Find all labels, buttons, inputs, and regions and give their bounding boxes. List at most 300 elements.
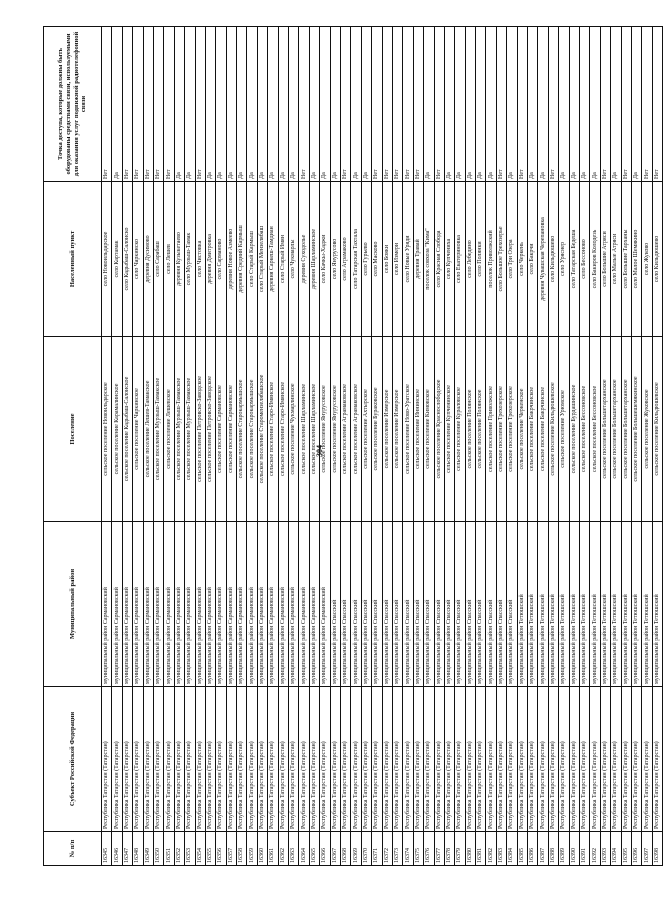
row-subject: Республика Татарстан (Татарстан) [133, 687, 143, 832]
row-district: муниципальный район Спасский [382, 522, 392, 687]
row-access-point: Да [309, 27, 319, 182]
row-access-point: Да [330, 27, 340, 182]
header-number: № п/п [44, 832, 102, 866]
row-access-point: Да [507, 27, 517, 182]
table-row [507, 27, 517, 866]
row-locality: село Малые Атряси [611, 182, 621, 337]
row-settlement: сельское поселение Полянское [465, 337, 475, 522]
row-subject: Республика Татарстан (Татарстан) [413, 687, 423, 832]
row-number: 16373 [392, 832, 402, 866]
row-number: 16367 [330, 832, 340, 866]
row-number: 16362 [278, 832, 288, 866]
row-district: муниципальный район Сармановский [185, 522, 195, 687]
table-row [143, 27, 153, 866]
row-settlement: сельское поселение Янурусовское [330, 337, 340, 522]
row-access-point: Нет [621, 27, 631, 182]
table-row [361, 27, 371, 866]
row-settlement: сельское поселение Трехозерское [496, 337, 506, 522]
row-locality: село Масково [372, 182, 382, 337]
row-access-point: Да [361, 27, 371, 182]
row-settlement: сельское поселение Шарламинское [299, 337, 309, 522]
row-number: 16369 [351, 832, 361, 866]
row-district: муниципальный район Спасский [496, 522, 506, 687]
row-locality: поселок совхоза "Кима" [424, 182, 434, 337]
row-number: 16364 [299, 832, 309, 866]
row-access-point: Да [569, 27, 579, 182]
table-row [268, 27, 278, 866]
table-row [102, 27, 112, 866]
row-number: 16378 [444, 832, 454, 866]
row-subject: Республика Татарстан (Татарстан) [569, 687, 579, 832]
row-locality: село Лешев [164, 182, 174, 337]
row-district: муниципальный район Сармановский [289, 522, 299, 687]
row-district: муниципальный район Тетюшский [652, 522, 662, 687]
header-subject: Субъект Российской Федерации [44, 687, 102, 832]
row-number: 16389 [559, 832, 569, 866]
row-settlement: сельское поселение Кильдюшевское [548, 337, 558, 522]
table-row [621, 27, 631, 866]
row-number: 16394 [611, 832, 621, 866]
table-row [579, 27, 589, 866]
row-number: 16363 [289, 832, 299, 866]
row-district: муниципальный район Спасский [330, 522, 340, 687]
row-subject: Республика Татарстан (Татарстан) [257, 687, 267, 832]
table-row [340, 27, 350, 866]
row-subject: Республика Татарстан (Татарстан) [289, 687, 299, 832]
row-district: муниципальный район Спасский [413, 522, 423, 687]
table-row [434, 27, 444, 866]
row-locality: село Жуково [642, 182, 652, 337]
row-subject: Республика Татарстан (Татарстан) [102, 687, 112, 832]
row-settlement: сельское поселение Старо-Имянское [278, 337, 288, 522]
row-access-point: Да [289, 27, 299, 182]
row-access-point: Нет [143, 27, 153, 182]
row-locality: село Новые Уряди [403, 182, 413, 337]
row-settlement: сельское поселение Аграмаковское [351, 337, 361, 522]
table-row [590, 27, 600, 866]
row-number: 16377 [434, 832, 444, 866]
row-locality: деревня Шарламинское [309, 182, 319, 337]
row-locality: деревня Травай [413, 182, 423, 337]
row-subject: Республика Татарстан (Татарстан) [309, 687, 319, 832]
row-settlement: сельское поселение Большетарханское [600, 337, 610, 522]
row-access-point: Нет [102, 27, 112, 182]
row-settlement: сельское поселение Купченинское [444, 337, 454, 522]
row-locality: село Кильдюшево [548, 182, 558, 337]
table-row [164, 27, 174, 866]
row-subject: Республика Татарстан (Татарстан) [444, 687, 454, 832]
row-locality: село Полянки [476, 182, 486, 337]
table-header-row [44, 27, 102, 866]
row-district: муниципальный район Сармановский [112, 522, 122, 687]
row-subject: Республика Татарстан (Татарстан) [424, 687, 434, 832]
row-number: 16398 [652, 832, 662, 866]
row-district: муниципальный район Спасский [372, 522, 382, 687]
table-row [652, 27, 662, 866]
row-settlement: сельское поселение Шарламинское [309, 337, 319, 522]
row-locality: село Лебедино [465, 182, 475, 337]
row-subject: Республика Татарстан (Татарстан) [205, 687, 215, 832]
row-number: 16397 [642, 832, 652, 866]
table-row [153, 27, 163, 866]
row-number: 16358 [237, 832, 247, 866]
row-locality: село Новоильдарское [102, 182, 112, 337]
row-access-point: Нет [434, 27, 444, 182]
row-access-point: Да [579, 27, 589, 182]
table-row [299, 27, 309, 866]
row-access-point: Нет [652, 27, 662, 182]
row-district: муниципальный район Тетюшский [621, 522, 631, 687]
row-subject: Республика Татарстан (Татарстан) [517, 687, 527, 832]
row-locality: село Качкы-Хаджи [320, 182, 330, 337]
row-subject: Республика Татарстан (Татарстан) [226, 687, 236, 832]
table-body [102, 27, 663, 866]
row-access-point: Да [216, 27, 226, 182]
row-settlement: сельское поселение Измерское [392, 337, 402, 522]
row-district: муниципальный район Тетюшский [611, 522, 621, 687]
row-access-point: Да [174, 27, 184, 182]
table-row [257, 27, 267, 866]
table-row [392, 27, 402, 866]
row-number: 16360 [257, 832, 267, 866]
row-locality: село Чаркинско [133, 182, 143, 337]
row-access-point: Нет [392, 27, 402, 182]
row-number: 16365 [309, 832, 319, 866]
row-district: муниципальный район Тетюшский [642, 522, 652, 687]
row-locality: село Старый Кармыш [247, 182, 257, 337]
row-locality: село Чукмарлы [289, 182, 299, 337]
row-subject: Республика Татарстан (Татарстан) [392, 687, 402, 832]
row-subject: Республика Татарстан (Татарстан) [330, 687, 340, 832]
row-subject: Республика Татарстан (Татарстан) [361, 687, 371, 832]
row-number: 16390 [569, 832, 579, 866]
row-locality: деревня Дмитровка [205, 182, 215, 337]
row-locality: село Купчениха [444, 182, 454, 337]
row-locality: село Янурусово [330, 182, 340, 337]
row-number: 16393 [600, 832, 610, 866]
row-locality: село Уряснер [559, 182, 569, 337]
row-district: муниципальный район Спасский [465, 522, 475, 687]
row-locality: деревня Суходолье [299, 182, 309, 337]
row-locality: деревня Кузыкетаево [174, 182, 184, 337]
row-access-point: Да [611, 27, 621, 182]
row-subject: Республика Татарстан (Татарстан) [579, 687, 589, 832]
row-district: муниципальный район Сармановский [133, 522, 143, 687]
row-locality: село Три Озера [507, 182, 517, 337]
row-settlement: сельское поселение Лешев-Тамакское [143, 337, 153, 522]
row-subject: Республика Татарстан (Татарстан) [278, 687, 288, 832]
row-district: муниципальный район Спасский [444, 522, 454, 687]
row-locality: село Сарабаш [153, 182, 163, 337]
table-row [320, 27, 330, 866]
row-district: муниципальный район Спасский [424, 522, 434, 687]
row-settlement: сельское поселение Мурзыш-Тамакское [185, 337, 195, 522]
row-locality: деревня Средний Кармыш [237, 182, 247, 337]
row-settlement: сельское поселение Старо-Имянское [268, 337, 278, 522]
row-access-point: Нет [413, 27, 423, 182]
row-locality: деревня Дусимово [143, 182, 153, 337]
page-number: 304 [315, 445, 324, 457]
row-subject: Республика Татарстан (Татарстан) [403, 687, 413, 832]
row-locality: село Измери [392, 182, 402, 337]
row-district: муниципальный район Спасский [455, 522, 465, 687]
row-access-point: Нет [340, 27, 350, 182]
row-access-point: Да [559, 27, 569, 182]
row-access-point: Нет [642, 27, 652, 182]
table-row [486, 27, 496, 866]
row-access-point: Нет [548, 27, 558, 182]
row-number: 16380 [465, 832, 475, 866]
row-subject: Республика Татарстан (Татарстан) [590, 687, 600, 832]
row-access-point: Нет [195, 27, 205, 182]
row-number: 16354 [195, 832, 205, 866]
row-settlement: сельское поселение Кимовское [424, 337, 434, 522]
row-locality: село Татарская Тахтала [351, 182, 361, 337]
row-subject: Республика Татарстан (Татарстан) [538, 687, 548, 832]
table-row [195, 27, 205, 866]
row-settlement: сельское поселение Иннинское [413, 337, 423, 522]
row-settlement: сельское поселение Бакрчинское [528, 337, 538, 522]
table-row [642, 27, 652, 866]
row-number: 16366 [320, 832, 330, 866]
row-subject: Республика Татарстан (Татарстан) [600, 687, 610, 832]
row-locality: село Сарманово [216, 182, 226, 337]
row-number: 16349 [143, 832, 153, 866]
row-subject: Республика Татарстан (Татарстан) [455, 687, 465, 832]
table-row [424, 27, 434, 866]
row-subject: Республика Татарстан (Татарстан) [268, 687, 278, 832]
row-district: муниципальный район Спасский [340, 522, 350, 687]
row-number: 16391 [579, 832, 589, 866]
table-row [216, 27, 226, 866]
row-settlement: сельское поселение Ахтырское [361, 337, 371, 522]
row-locality: село Большие Атряси [600, 182, 610, 337]
row-number: 16386 [528, 832, 538, 866]
table-row [559, 27, 569, 866]
row-settlement: сельское поселение Трехозерское [507, 337, 517, 522]
table-row [528, 27, 538, 866]
table-row [351, 27, 361, 866]
row-district: муниципальный район Тетюшский [590, 522, 600, 687]
header-settlement: Поселение [44, 337, 102, 522]
row-locality: село Красная Слобода [434, 182, 444, 337]
row-district: муниципальный район Сармановский [174, 522, 184, 687]
row-access-point: Нет [372, 27, 382, 182]
row-subject: Республика Татарстан (Татарстан) [320, 687, 330, 832]
row-district: муниципальный район Сармановский [247, 522, 257, 687]
row-settlement: сельское поселение Карамалинское [112, 337, 122, 522]
row-number: 16375 [413, 832, 423, 866]
row-access-point: Да [590, 27, 600, 182]
row-number: 16351 [164, 832, 174, 866]
row-settlement: сельское поселение Краснослободское [434, 337, 444, 522]
table-row [476, 27, 486, 866]
row-district: муниципальный район Сармановский [216, 522, 226, 687]
row-locality: село Картамак [112, 182, 122, 337]
row-locality: деревня Новое Азмеево [226, 182, 236, 337]
row-number: 16371 [372, 832, 382, 866]
row-locality: село Бояки [382, 182, 392, 337]
row-locality: село Черкень [517, 182, 527, 337]
row-subject: Республика Татарстан (Татарстан) [507, 687, 517, 832]
row-number: 16385 [517, 832, 527, 866]
row-subject: Республика Татарстан (Татарстан) [216, 687, 226, 832]
row-access-point: Нет [382, 27, 392, 182]
row-settlement: сельское поселение Жуковское [642, 337, 652, 522]
settlements-table [43, 26, 663, 866]
row-number: 16353 [185, 832, 195, 866]
row-number: 16357 [226, 832, 236, 866]
table-row [247, 27, 257, 866]
table-row [226, 27, 236, 866]
row-locality: село Большое Трехозерье [496, 182, 506, 337]
row-access-point: Да [257, 27, 267, 182]
row-access-point: Да [268, 27, 278, 182]
row-subject: Республика Татарстан (Татарстан) [465, 687, 475, 832]
row-access-point: Да [112, 27, 122, 182]
table-row [122, 27, 132, 866]
row-locality: село Бессоново [579, 182, 589, 337]
row-settlement: сельское поселение Мурзыш-Тамакское [174, 337, 184, 522]
row-number: 16359 [247, 832, 257, 866]
row-subject: Республика Татарстан (Татарстан) [476, 687, 486, 832]
row-locality: село Чистовка [195, 182, 205, 337]
row-settlement: сельское поселение Аграмаковское [340, 337, 350, 522]
row-locality: село Бакрчи [528, 182, 538, 337]
row-settlement: сельское поселение Старокармышское [247, 337, 257, 522]
row-access-point: Да [424, 27, 434, 182]
row-subject: Республика Татарстан (Татарстан) [174, 687, 184, 832]
row-number: 16374 [403, 832, 413, 866]
row-access-point: Да [444, 27, 454, 182]
row-district: муниципальный район Спасский [392, 522, 402, 687]
row-locality: село Большие Тарханы [621, 182, 631, 337]
row-subject: Республика Татарстан (Татарстан) [112, 687, 122, 832]
row-district: муниципальный район Тетюшский [631, 522, 641, 687]
row-number: 16370 [361, 832, 371, 866]
row-number: 16387 [538, 832, 548, 866]
row-subject: Республика Татарстан (Татарстан) [548, 687, 558, 832]
table-row [309, 27, 319, 866]
row-subject: Республика Татарстан (Татарстан) [382, 687, 392, 832]
row-access-point: Нет [403, 27, 413, 182]
row-district: муниципальный район Тетюшский [528, 522, 538, 687]
row-settlement: сельское поселение Лешевское [164, 337, 174, 522]
row-settlement: сельское поселение Старомензелябашское [257, 337, 267, 522]
row-district: муниципальный район Сармановский [309, 522, 319, 687]
row-locality: поселок Приволжский [486, 182, 496, 337]
row-access-point: Да [486, 27, 496, 182]
row-district: муниципальный район Тетюшский [579, 522, 589, 687]
row-number: 16356 [216, 832, 226, 866]
row-district: муниципальный район Тетюшский [569, 522, 579, 687]
row-subject: Республика Татарстан (Татарстан) [652, 687, 662, 832]
row-locality: село Мурзыш-Тамак [185, 182, 195, 337]
table-row [465, 27, 475, 866]
row-settlement: сельское поселение Кураловское [455, 337, 465, 522]
row-number: 16381 [476, 832, 486, 866]
row-access-point: Да [320, 27, 330, 182]
row-number: 16346 [112, 832, 122, 866]
row-subject: Республика Татарстан (Татарстан) [195, 687, 205, 832]
row-settlement: сельское поселение Кильдюшевское [652, 337, 662, 522]
row-settlement: сельское поселение Бессоновское [579, 337, 589, 522]
table-row [455, 27, 465, 866]
row-settlement: сельское поселение Сармановское [226, 337, 236, 522]
row-settlement: сельское поселение Бураковское [372, 337, 382, 522]
row-number: 16383 [496, 832, 506, 866]
header-access-point: Точка доступа, которые должны быть оборудованы средствами связи, используемыми для оказания услуг подвижной радиотелефонной связи [44, 27, 102, 182]
row-settlement: сельское поселение Урюмское [559, 337, 569, 522]
row-number: 16348 [133, 832, 143, 866]
row-locality: село Бакиров Колодезь [590, 182, 600, 337]
row-number: 16379 [455, 832, 465, 866]
row-subject: Республика Татарстан (Татарстан) [247, 687, 257, 832]
row-district: муниципальный район Спасский [476, 522, 486, 687]
row-subject: Республика Татарстан (Татарстан) [621, 687, 631, 832]
row-access-point: Да [476, 27, 486, 182]
row-district: муниципальный район Спасский [486, 522, 496, 687]
row-district: муниципальный район Спасский [434, 522, 444, 687]
row-number: 16372 [382, 832, 392, 866]
row-district: муниципальный район Сармановский [268, 522, 278, 687]
row-settlement: сельское поселение Янурусовское [320, 337, 330, 522]
row-district: муниципальный район Спасский [351, 522, 361, 687]
row-subject: Республика Татарстан (Татарстан) [299, 687, 309, 832]
table-row [330, 27, 340, 866]
row-subject: Республика Татарстан (Татарстан) [559, 687, 569, 832]
row-district: муниципальный район Спасский [507, 522, 517, 687]
row-subject: Республика Татарстан (Татарстан) [528, 687, 538, 832]
row-settlement: сельское поселение Старокармышское [237, 337, 247, 522]
row-number: 16384 [507, 832, 517, 866]
row-settlement: сельское поселение Бакрчинское [538, 337, 548, 522]
table-row [289, 27, 299, 866]
row-subject: Республика Татарстан (Татарстан) [372, 687, 382, 832]
row-settlement: сельское поселение Измерское [382, 337, 392, 522]
row-access-point: Да [237, 27, 247, 182]
row-number: 16368 [340, 832, 350, 866]
row-access-point: Да [205, 27, 215, 182]
row-settlement: сельское поселение Большешемякинское [631, 337, 641, 522]
row-number: 16352 [174, 832, 184, 866]
row-number: 16355 [205, 832, 215, 866]
row-district: муниципальный район Тетюшский [548, 522, 558, 687]
row-settlement: сельское поселение Большетарханское [611, 337, 621, 522]
row-district: муниципальный район Сармановский [195, 522, 205, 687]
row-settlement: сельское поселение Чаркинское [133, 337, 143, 522]
row-subject: Республика Татарстан (Татарстан) [340, 687, 350, 832]
row-locality: село Кадыбаш-Салоиско [122, 182, 132, 337]
table-row [372, 27, 382, 866]
row-district: муниципальный район Сармановский [278, 522, 288, 687]
row-access-point: Нет [122, 27, 132, 182]
row-district: муниципальный район Сармановский [257, 522, 267, 687]
row-district: муниципальный район Сармановский [164, 522, 174, 687]
row-subject: Республика Татарстан (Татарстан) [642, 687, 652, 832]
row-district: муниципальный район Сармановский [102, 522, 112, 687]
row-subject: Республика Татарстан (Татарстан) [486, 687, 496, 832]
row-district: муниципальный район Сармановский [122, 522, 132, 687]
row-access-point: Да [278, 27, 288, 182]
table-row [174, 27, 184, 866]
row-settlement: сельское поселение Сармановское [216, 337, 226, 522]
row-settlement: сельское поселение Бурдашинское [569, 337, 579, 522]
table-row [205, 27, 215, 866]
table-row [631, 27, 641, 866]
row-district: муниципальный район Тетюшский [538, 522, 548, 687]
row-settlement: сельское поселение Чукмарлинское [289, 337, 299, 522]
